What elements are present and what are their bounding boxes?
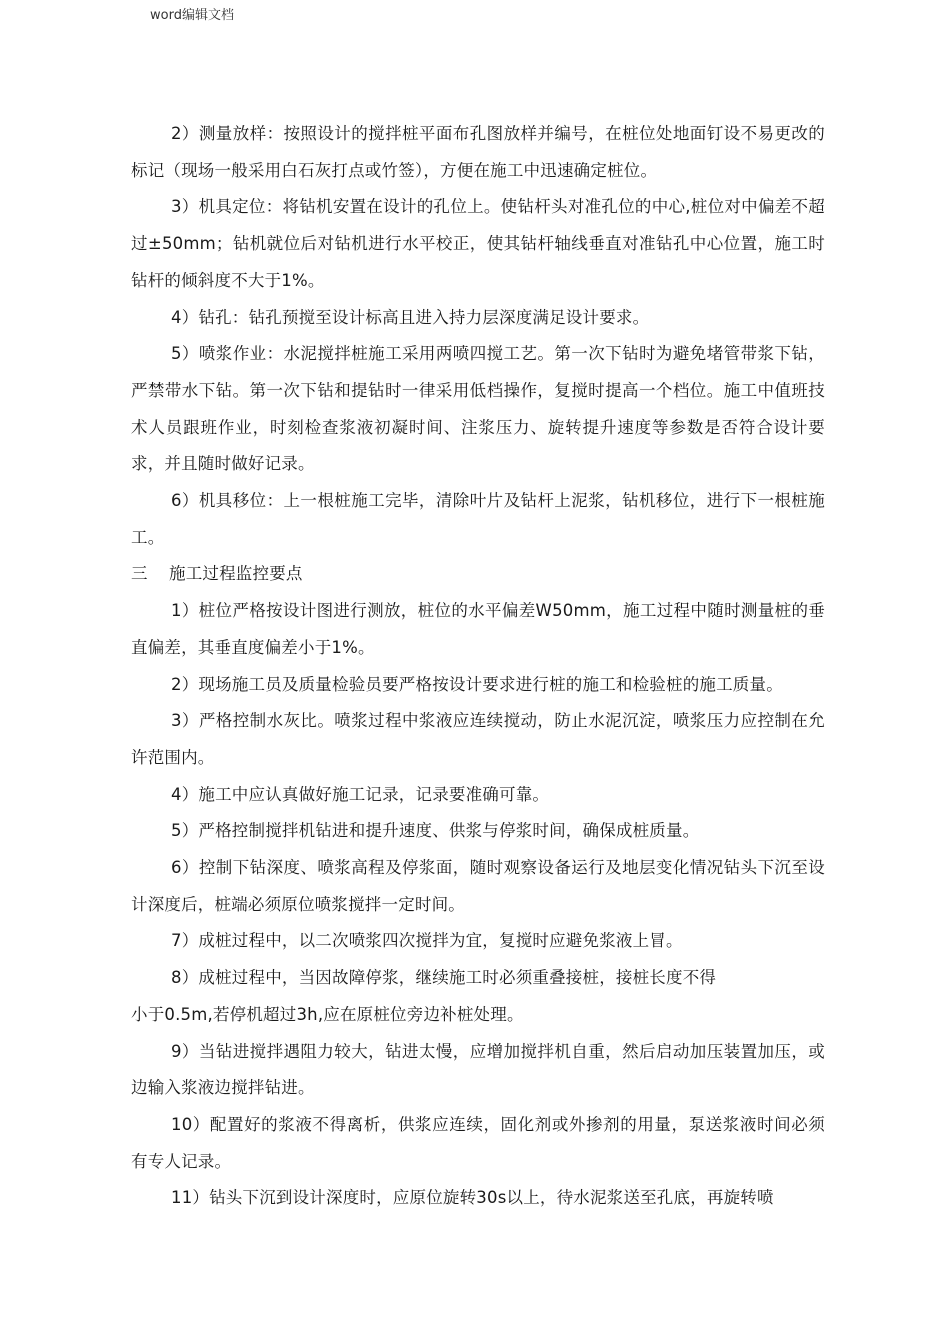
document-body — [131, 116, 825, 1217]
list-item: 7）成桩过程中，以二次喷浆四次搅拌为宜，复搅时应避免浆液上冒。 — [171, 931, 683, 951]
list-item: 9）当钻进搅拌遇阻力较大，钻进太慢，应增加搅拌机自重，然后启动加压装置加压，或边输入浆液边搅拌钻进。 — [131, 1041, 825, 1098]
paragraph-survey-layout: 2）测量放样：按照设计的搅拌桩平面布孔图放样并编号，在桩位处地面钉设不易更改的标记（现场一般采用白石灰打点或竹签），方便在施工中迅速确定桩位。 — [131, 124, 825, 180]
section-title: 施工过程监控要点 — [169, 564, 303, 584]
paragraph-drilling: 4）钻孔：钻孔预搅至设计标高且进入持力层深度满足设计要求。 — [171, 307, 650, 327]
list-item-line-1: 8）成桩过程中，当因故障停浆，继续施工时必须重叠接桩，接桩长度不得 — [171, 968, 717, 988]
section-heading — [131, 556, 825, 593]
list-item: 11）钻头下沉到设计深度时，应原位旋转30s以上，待水泥浆送至孔底，再旋转喷 — [171, 1188, 774, 1208]
list-item: 5）严格控制搅拌机钻进和提升速度、供浆与停浆时间，确保成桩质量。 — [171, 821, 700, 841]
paragraph-machine-relocation: 6）机具移位：上一根桩施工完毕，清除叶片及钻杆上泥浆，钻机移位，进行下一根桩施工。 — [131, 491, 825, 547]
list-item: 1）桩位严格按设计图进行测放，桩位的水平偏差W50mm，施工过程中随时测量桩的垂直偏差，其垂直度偏差小于1%。 — [131, 601, 825, 657]
list-item: 4）施工中应认真做好施工记录，记录要准确可靠。 — [171, 784, 550, 804]
document-header: word编辑文档 — [150, 8, 234, 23]
list-item: 6）控制下钻深度、喷浆高程及停浆面，随时观察设备运行及地层变化情况钻头下沉至设计深度后，桩端必须原位喷浆搅拌一定时间。 — [131, 858, 825, 914]
list-item: 3）严格控制水灰比。喷浆过程中浆液应连续搅动，防止水泥沉淀，喷浆压力应控制在允许范围内。 — [131, 711, 825, 767]
list-item-multiline — [131, 960, 825, 1033]
paragraph-grouting: 5）喷浆作业：水泥搅拌桩施工采用两喷四搅工艺。第一次下钻时为避免堵管带浆下钻，严禁带水下钻。第一次下钻和提钻时一律采用低档操作，复搅时提高一个档位。施工中值班技术人员跟班作业，时刻检查浆液初凝时间、注浆压力、旋转提升速度等参数是否符合设计要求，并且随时做好记录。 — [131, 344, 825, 474]
list-item-line-2: 小于0.5m,若停机超过3h,应在原桩位旁边补桩处理。 — [131, 1004, 524, 1024]
section-number: 三 — [131, 564, 148, 584]
list-item: 10）配置好的浆液不得离析，供浆应连续，固化剂或外掺剂的用量，泵送浆液时间必须有专人记录。 — [131, 1114, 825, 1171]
list-item: 2）现场施工员及质量检验员要严格按设计要求进行桩的施工和检验桩的施工质量。 — [171, 674, 783, 694]
paragraph-machine-positioning: 3）机具定位：将钻机安置在设计的孔位上。使钻杆头对准孔位的中心,桩位对中偏差不超过±50mm；钻机就位后对钻机进行水平校正，使其钻杆轴线垂直对准钻孔中心位置，施工时钻杆的倾斜度不大于1%。 — [131, 197, 825, 290]
